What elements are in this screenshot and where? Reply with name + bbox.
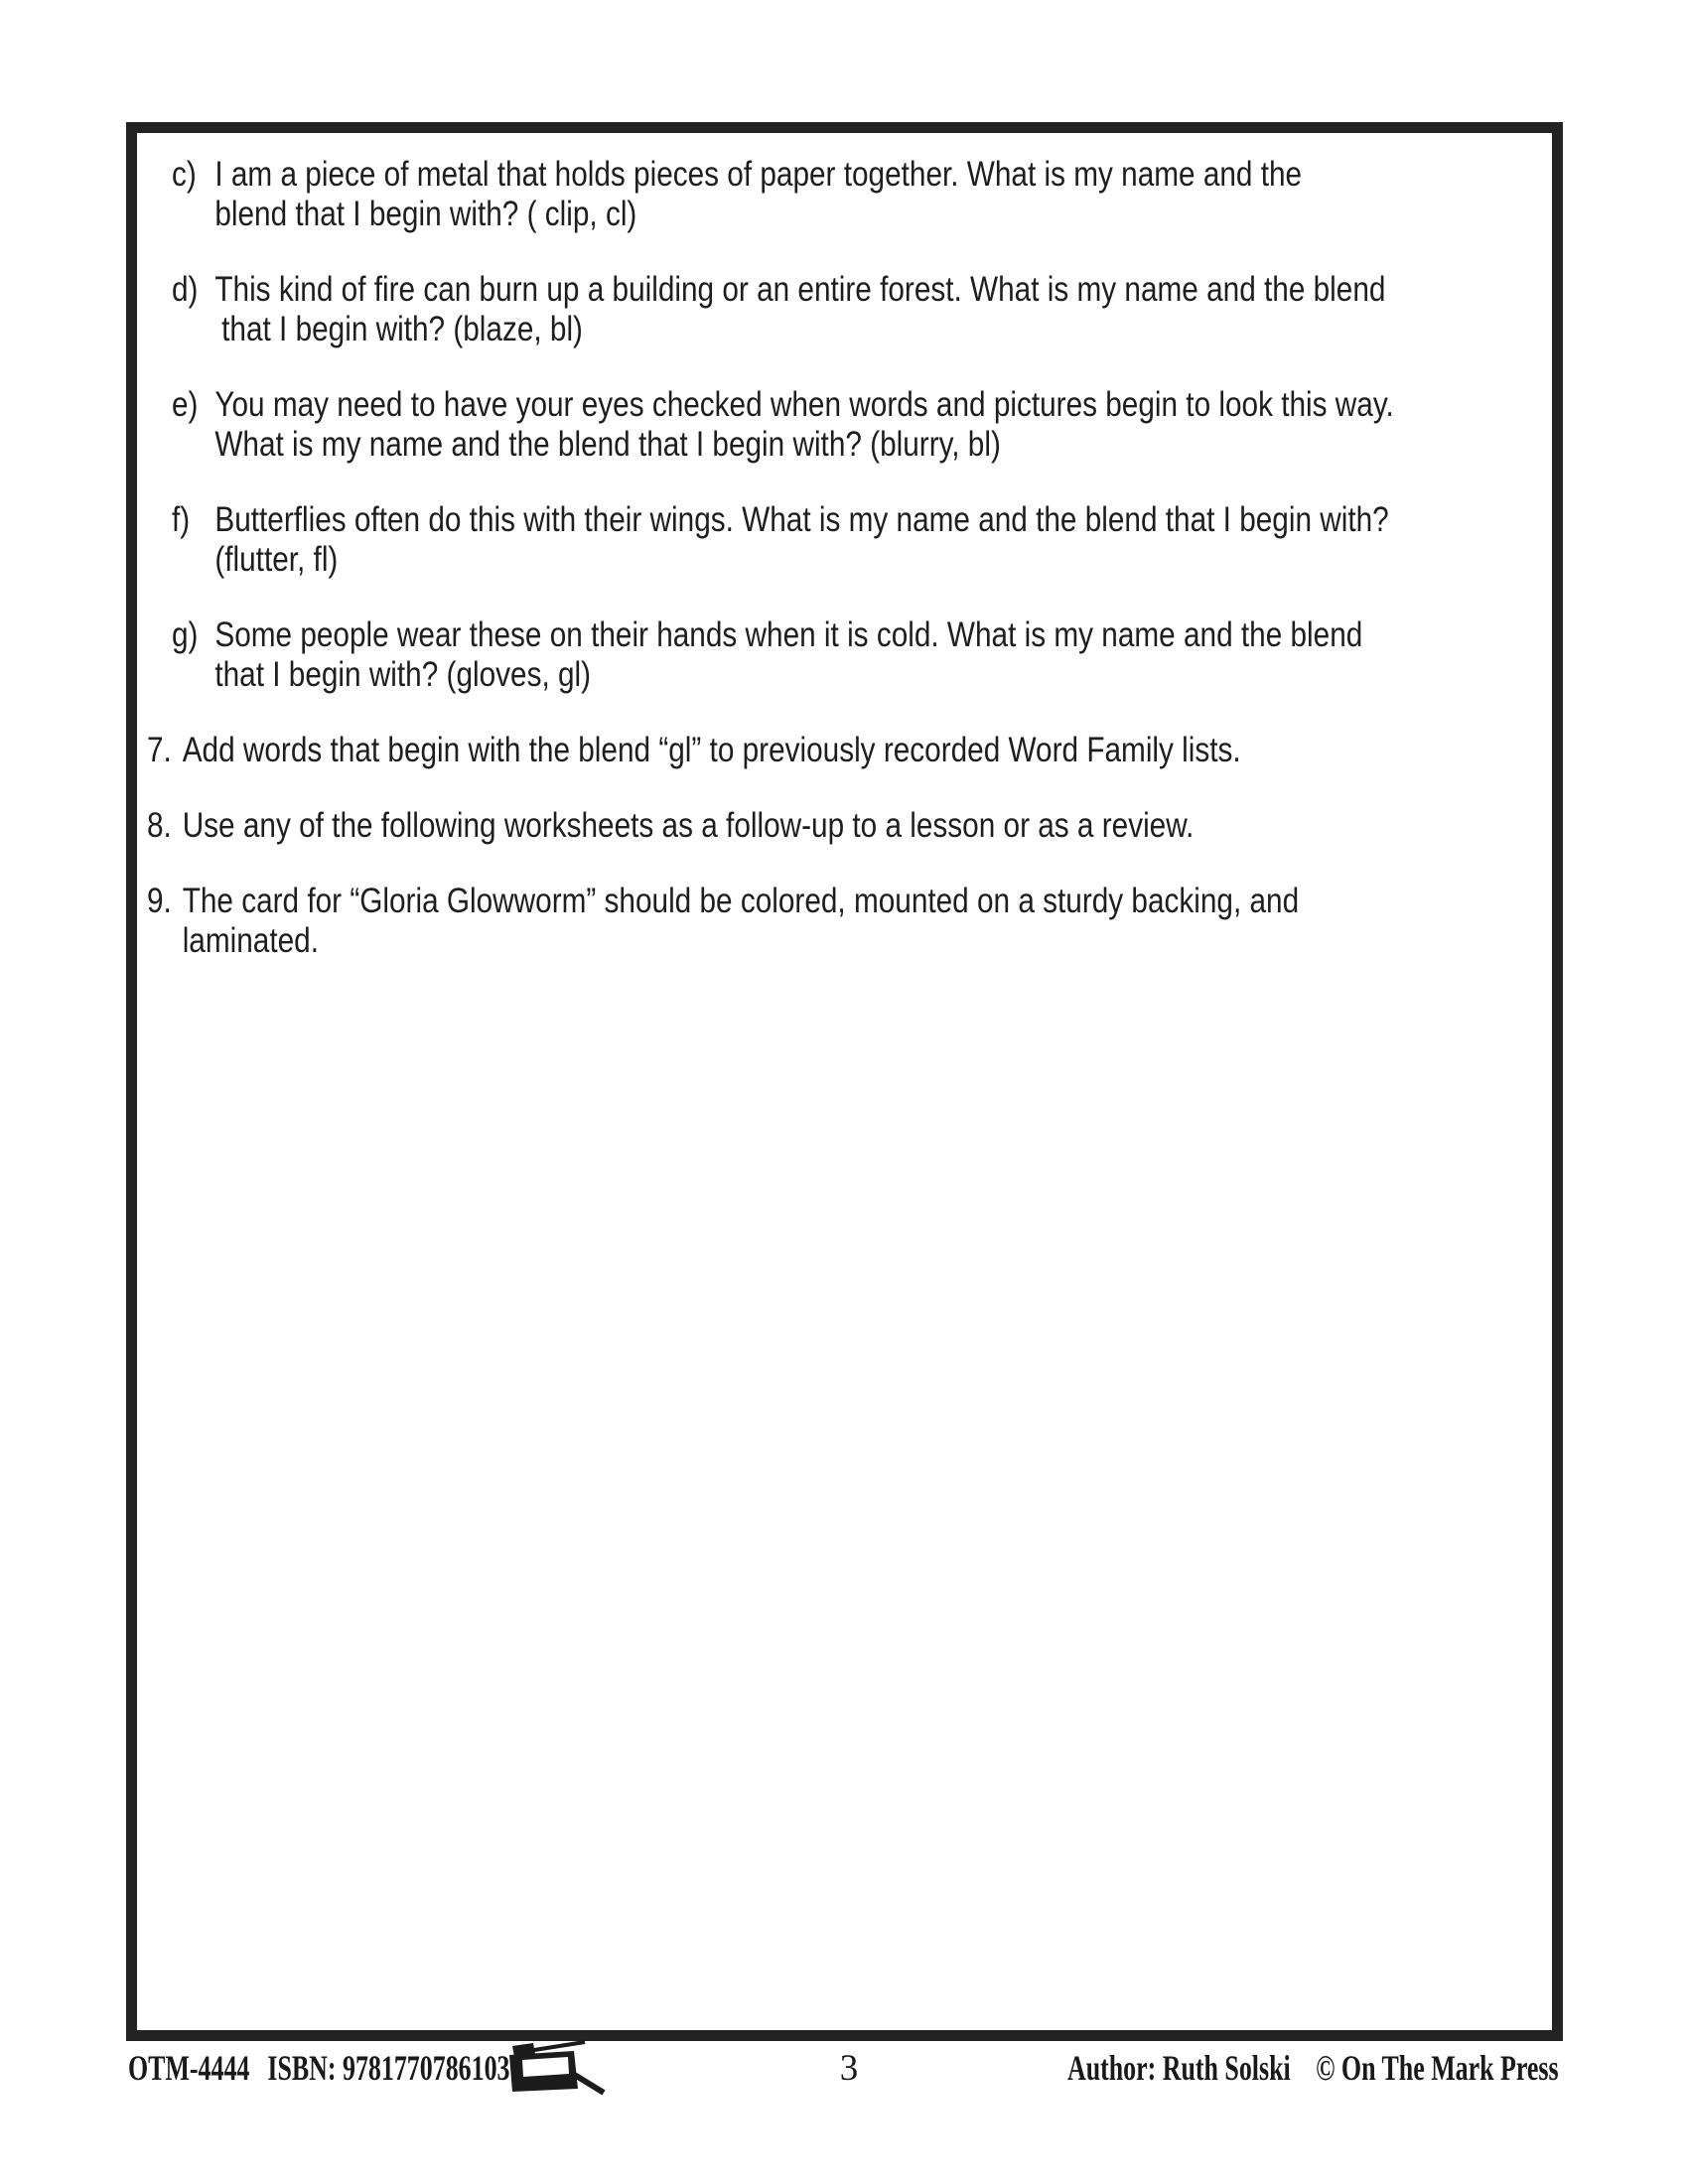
publisher-logo-icon xyxy=(507,2038,607,2096)
item-label: 7. xyxy=(147,731,172,769)
item-text-line: that I begin with? (blaze, bl) xyxy=(221,310,583,348)
list-item xyxy=(147,882,1341,961)
item-text-line: (flutter, fl) xyxy=(214,540,339,579)
list-item xyxy=(147,806,1341,846)
item-label: 8. xyxy=(147,806,172,845)
item-text-line: What is my name and the blend that I begin with? (blurry, bl) xyxy=(214,425,1001,464)
item-text xyxy=(214,155,1302,234)
author-credit: Author: Ruth Solski xyxy=(1067,2048,1291,2088)
item-text xyxy=(214,615,1362,695)
item-text-line: blend that I begin with? ( clip, cl) xyxy=(214,195,637,233)
copyright: © On The Mark Press xyxy=(1316,2048,1559,2088)
item-text xyxy=(183,806,1195,846)
item-text-line: The card for “Gloria Glowworm” should be colored, mounted on a sturdy backing, and xyxy=(182,882,1300,920)
item-text xyxy=(183,882,1299,961)
item-text-line: that I begin with? (gloves, gl) xyxy=(214,655,592,694)
item-text-line: Use any of the following worksheets as a follow-up to a lesson or as a review. xyxy=(182,806,1195,845)
item-text xyxy=(183,731,1241,770)
isbn: ISBN: 9781770786103 xyxy=(267,2048,510,2088)
item-label: 9. xyxy=(147,882,172,920)
item-label: d) xyxy=(172,270,199,309)
item-text-line: laminated. xyxy=(182,921,319,960)
page-border-frame xyxy=(126,122,1563,2041)
item-text xyxy=(214,385,1393,465)
item-text-line: Some people wear these on their hands when it is cold. What is my name and the blend xyxy=(214,615,1363,654)
list-item xyxy=(172,155,1345,234)
list-item xyxy=(172,270,1386,349)
item-text-line: This kind of fire can burn up a building or an entire forest. What is my name and the blend xyxy=(214,270,1386,309)
instruction-list xyxy=(137,133,1552,961)
item-text xyxy=(214,270,1385,349)
item-text-line: Add words that begin with the blend “gl” to previously recorded Word Family lists. xyxy=(182,731,1241,769)
item-text-line: I am a piece of metal that holds pieces of paper together. What is my name and the xyxy=(214,155,1303,194)
footer-left xyxy=(128,2047,509,2089)
page-number: 3 xyxy=(839,2048,859,2089)
item-label: e) xyxy=(172,385,199,424)
list-item xyxy=(172,615,1363,695)
list-item xyxy=(147,731,1341,770)
item-text xyxy=(214,500,1388,580)
item-label: c) xyxy=(172,155,197,194)
item-label: g) xyxy=(172,615,199,654)
item-text-line: You may need to have your eyes checked when words and pictures begin to look this way. xyxy=(214,385,1394,424)
list-item xyxy=(172,500,1389,580)
item-text-line: Butterflies often do this with their wings. What is my name and the blend that I begin with? xyxy=(214,500,1389,539)
list-item xyxy=(172,385,1394,465)
product-code: OTM-4444 xyxy=(128,2048,250,2088)
item-label: f) xyxy=(172,500,191,539)
